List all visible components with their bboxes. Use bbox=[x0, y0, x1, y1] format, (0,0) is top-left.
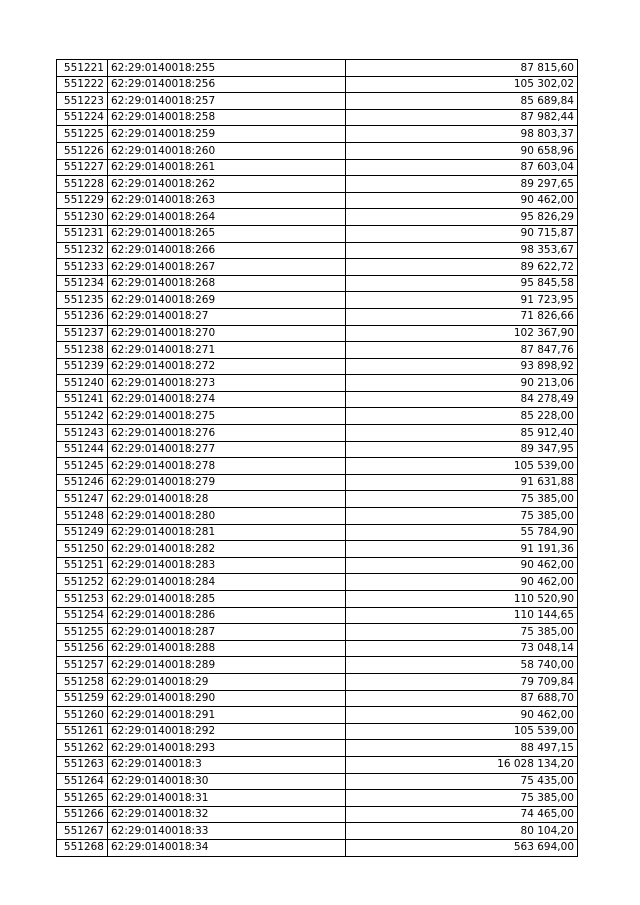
cadastral-value: 75 385,00 bbox=[346, 508, 578, 525]
row-number: 551253 bbox=[57, 591, 108, 608]
cadastral-number: 62:29:0140018:293 bbox=[108, 740, 346, 757]
table-row bbox=[57, 524, 578, 541]
cadastral-number: 62:29:0140018:290 bbox=[108, 690, 346, 707]
cadastral-number: 62:29:0140018:262 bbox=[108, 176, 346, 193]
cadastral-number: 62:29:0140018:282 bbox=[108, 541, 346, 558]
cadastral-value: 85 689,84 bbox=[346, 93, 578, 110]
cadastral-number: 62:29:0140018:33 bbox=[108, 823, 346, 840]
row-number: 551241 bbox=[57, 391, 108, 408]
cadastral-value: 95 826,29 bbox=[346, 209, 578, 226]
cadastral-value-table bbox=[56, 59, 578, 857]
cadastral-number: 62:29:0140018:289 bbox=[108, 657, 346, 674]
row-number: 551256 bbox=[57, 640, 108, 657]
table-row bbox=[57, 142, 578, 159]
row-number: 551260 bbox=[57, 707, 108, 724]
cadastral-value: 80 104,20 bbox=[346, 823, 578, 840]
row-number: 551227 bbox=[57, 159, 108, 176]
cadastral-number: 62:29:0140018:286 bbox=[108, 607, 346, 624]
table-row bbox=[57, 690, 578, 707]
row-number: 551234 bbox=[57, 275, 108, 292]
cadastral-value: 89 622,72 bbox=[346, 259, 578, 276]
table-row bbox=[57, 391, 578, 408]
row-number: 551242 bbox=[57, 408, 108, 425]
table-row bbox=[57, 60, 578, 77]
cadastral-number: 62:29:0140018:270 bbox=[108, 325, 346, 342]
cadastral-value: 84 278,49 bbox=[346, 391, 578, 408]
cadastral-number: 62:29:0140018:34 bbox=[108, 839, 346, 856]
row-number: 551229 bbox=[57, 192, 108, 209]
cadastral-value: 90 715,87 bbox=[346, 225, 578, 242]
cadastral-value: 87 847,76 bbox=[346, 342, 578, 359]
cadastral-value: 110 144,65 bbox=[346, 607, 578, 624]
row-number: 551246 bbox=[57, 474, 108, 491]
cadastral-value: 90 462,00 bbox=[346, 574, 578, 591]
table-row bbox=[57, 375, 578, 392]
cadastral-number: 62:29:0140018:261 bbox=[108, 159, 346, 176]
cadastral-value: 87 982,44 bbox=[346, 109, 578, 126]
table-row bbox=[57, 225, 578, 242]
row-number: 551228 bbox=[57, 176, 108, 193]
cadastral-value: 90 462,00 bbox=[346, 192, 578, 209]
cadastral-number: 62:29:0140018:272 bbox=[108, 358, 346, 375]
cadastral-number: 62:29:0140018:292 bbox=[108, 723, 346, 740]
cadastral-number: 62:29:0140018:3 bbox=[108, 756, 346, 773]
cadastral-value: 87 688,70 bbox=[346, 690, 578, 707]
cadastral-value: 75 435,00 bbox=[346, 773, 578, 790]
row-number: 551262 bbox=[57, 740, 108, 757]
cadastral-number: 62:29:0140018:285 bbox=[108, 591, 346, 608]
table-body bbox=[57, 60, 578, 857]
row-number: 551251 bbox=[57, 557, 108, 574]
table-row bbox=[57, 773, 578, 790]
cadastral-value: 91 723,95 bbox=[346, 292, 578, 309]
row-number: 551265 bbox=[57, 790, 108, 807]
cadastral-value: 110 520,90 bbox=[346, 591, 578, 608]
table-row bbox=[57, 474, 578, 491]
row-number: 551255 bbox=[57, 624, 108, 641]
table-row bbox=[57, 76, 578, 93]
table-row bbox=[57, 491, 578, 508]
cadastral-value: 102 367,90 bbox=[346, 325, 578, 342]
cadastral-number: 62:29:0140018:266 bbox=[108, 242, 346, 259]
cadastral-number: 62:29:0140018:284 bbox=[108, 574, 346, 591]
cadastral-number: 62:29:0140018:31 bbox=[108, 790, 346, 807]
cadastral-number: 62:29:0140018:28 bbox=[108, 491, 346, 508]
cadastral-number: 62:29:0140018:271 bbox=[108, 342, 346, 359]
row-number: 551239 bbox=[57, 358, 108, 375]
cadastral-value: 89 347,95 bbox=[346, 441, 578, 458]
row-number: 551252 bbox=[57, 574, 108, 591]
row-number: 551263 bbox=[57, 756, 108, 773]
cadastral-value: 90 213,06 bbox=[346, 375, 578, 392]
row-number: 551257 bbox=[57, 657, 108, 674]
cadastral-number: 62:29:0140018:287 bbox=[108, 624, 346, 641]
cadastral-number: 62:29:0140018:32 bbox=[108, 806, 346, 823]
row-number: 551230 bbox=[57, 209, 108, 226]
row-number: 551259 bbox=[57, 690, 108, 707]
cadastral-number: 62:29:0140018:277 bbox=[108, 441, 346, 458]
cadastral-number: 62:29:0140018:275 bbox=[108, 408, 346, 425]
table-row bbox=[57, 823, 578, 840]
cadastral-value: 73 048,14 bbox=[346, 640, 578, 657]
table-row bbox=[57, 209, 578, 226]
cadastral-value: 55 784,90 bbox=[346, 524, 578, 541]
cadastral-number: 62:29:0140018:260 bbox=[108, 142, 346, 159]
cadastral-number: 62:29:0140018:281 bbox=[108, 524, 346, 541]
row-number: 551243 bbox=[57, 425, 108, 442]
row-number: 551232 bbox=[57, 242, 108, 259]
cadastral-value: 71 826,66 bbox=[346, 308, 578, 325]
cadastral-number: 62:29:0140018:283 bbox=[108, 557, 346, 574]
table-row bbox=[57, 591, 578, 608]
table-row bbox=[57, 176, 578, 193]
table-row bbox=[57, 640, 578, 657]
cadastral-number: 62:29:0140018:29 bbox=[108, 673, 346, 690]
cadastral-value: 89 297,65 bbox=[346, 176, 578, 193]
table-row bbox=[57, 358, 578, 375]
cadastral-number: 62:29:0140018:265 bbox=[108, 225, 346, 242]
table-row bbox=[57, 292, 578, 309]
cadastral-value: 75 385,00 bbox=[346, 790, 578, 807]
table-row bbox=[57, 192, 578, 209]
row-number: 551221 bbox=[57, 60, 108, 77]
table-row bbox=[57, 574, 578, 591]
cadastral-number: 62:29:0140018:267 bbox=[108, 259, 346, 276]
table-row bbox=[57, 308, 578, 325]
table-row bbox=[57, 93, 578, 110]
cadastral-number: 62:29:0140018:291 bbox=[108, 707, 346, 724]
cadastral-number: 62:29:0140018:273 bbox=[108, 375, 346, 392]
table-row bbox=[57, 458, 578, 475]
cadastral-value: 85 228,00 bbox=[346, 408, 578, 425]
row-number: 551222 bbox=[57, 76, 108, 93]
cadastral-value: 563 694,00 bbox=[346, 839, 578, 856]
table-row bbox=[57, 790, 578, 807]
cadastral-value: 91 191,36 bbox=[346, 541, 578, 558]
row-number: 551237 bbox=[57, 325, 108, 342]
table-row bbox=[57, 707, 578, 724]
cadastral-value: 98 803,37 bbox=[346, 126, 578, 143]
cadastral-value: 95 845,58 bbox=[346, 275, 578, 292]
cadastral-number: 62:29:0140018:257 bbox=[108, 93, 346, 110]
row-number: 551231 bbox=[57, 225, 108, 242]
table-row bbox=[57, 657, 578, 674]
row-number: 551225 bbox=[57, 126, 108, 143]
table-row bbox=[57, 557, 578, 574]
row-number: 551266 bbox=[57, 806, 108, 823]
table-row bbox=[57, 325, 578, 342]
cadastral-number: 62:29:0140018:263 bbox=[108, 192, 346, 209]
table-row bbox=[57, 624, 578, 641]
row-number: 551244 bbox=[57, 441, 108, 458]
table-row bbox=[57, 425, 578, 442]
table-row bbox=[57, 756, 578, 773]
cadastral-value: 75 385,00 bbox=[346, 491, 578, 508]
row-number: 551224 bbox=[57, 109, 108, 126]
row-number: 551250 bbox=[57, 541, 108, 558]
cadastral-value: 74 465,00 bbox=[346, 806, 578, 823]
cadastral-value: 90 462,00 bbox=[346, 557, 578, 574]
table-row bbox=[57, 126, 578, 143]
table-row bbox=[57, 441, 578, 458]
cadastral-number: 62:29:0140018:27 bbox=[108, 308, 346, 325]
row-number: 551254 bbox=[57, 607, 108, 624]
cadastral-value: 98 353,67 bbox=[346, 242, 578, 259]
row-number: 551264 bbox=[57, 773, 108, 790]
cadastral-value: 87 815,60 bbox=[346, 60, 578, 77]
row-number: 551258 bbox=[57, 673, 108, 690]
table-row bbox=[57, 159, 578, 176]
table-row bbox=[57, 541, 578, 558]
table-row bbox=[57, 242, 578, 259]
row-number: 551261 bbox=[57, 723, 108, 740]
row-number: 551226 bbox=[57, 142, 108, 159]
table-row bbox=[57, 839, 578, 856]
table-row bbox=[57, 673, 578, 690]
cadastral-number: 62:29:0140018:276 bbox=[108, 425, 346, 442]
cadastral-number: 62:29:0140018:256 bbox=[108, 76, 346, 93]
cadastral-value: 88 497,15 bbox=[346, 740, 578, 757]
cadastral-value: 90 462,00 bbox=[346, 707, 578, 724]
row-number: 551248 bbox=[57, 508, 108, 525]
table-row bbox=[57, 109, 578, 126]
table-row bbox=[57, 740, 578, 757]
cadastral-value: 58 740,00 bbox=[346, 657, 578, 674]
row-number: 551268 bbox=[57, 839, 108, 856]
row-number: 551223 bbox=[57, 93, 108, 110]
row-number: 551238 bbox=[57, 342, 108, 359]
table-row bbox=[57, 806, 578, 823]
cadastral-number: 62:29:0140018:258 bbox=[108, 109, 346, 126]
row-number: 551249 bbox=[57, 524, 108, 541]
cadastral-number: 62:29:0140018:268 bbox=[108, 275, 346, 292]
cadastral-value: 87 603,04 bbox=[346, 159, 578, 176]
table-row bbox=[57, 607, 578, 624]
cadastral-value: 90 658,96 bbox=[346, 142, 578, 159]
cadastral-value: 16 028 134,20 bbox=[346, 756, 578, 773]
table-row bbox=[57, 408, 578, 425]
cadastral-value: 93 898,92 bbox=[346, 358, 578, 375]
row-number: 551236 bbox=[57, 308, 108, 325]
row-number: 551247 bbox=[57, 491, 108, 508]
cadastral-value: 105 302,02 bbox=[346, 76, 578, 93]
cadastral-number: 62:29:0140018:288 bbox=[108, 640, 346, 657]
cadastral-number: 62:29:0140018:264 bbox=[108, 209, 346, 226]
row-number: 551245 bbox=[57, 458, 108, 475]
cadastral-number: 62:29:0140018:269 bbox=[108, 292, 346, 309]
table-row bbox=[57, 259, 578, 276]
cadastral-number: 62:29:0140018:274 bbox=[108, 391, 346, 408]
table-row bbox=[57, 723, 578, 740]
cadastral-number: 62:29:0140018:30 bbox=[108, 773, 346, 790]
table-row bbox=[57, 342, 578, 359]
cadastral-number: 62:29:0140018:259 bbox=[108, 126, 346, 143]
row-number: 551233 bbox=[57, 259, 108, 276]
cadastral-number: 62:29:0140018:280 bbox=[108, 508, 346, 525]
cadastral-value: 75 385,00 bbox=[346, 624, 578, 641]
row-number: 551240 bbox=[57, 375, 108, 392]
cadastral-value: 79 709,84 bbox=[346, 673, 578, 690]
cadastral-value: 105 539,00 bbox=[346, 723, 578, 740]
row-number: 551267 bbox=[57, 823, 108, 840]
cadastral-number: 62:29:0140018:278 bbox=[108, 458, 346, 475]
cadastral-value: 91 631,88 bbox=[346, 474, 578, 491]
table-row bbox=[57, 508, 578, 525]
cadastral-value: 85 912,40 bbox=[346, 425, 578, 442]
cadastral-value: 105 539,00 bbox=[346, 458, 578, 475]
cadastral-number: 62:29:0140018:255 bbox=[108, 60, 346, 77]
cadastral-number: 62:29:0140018:279 bbox=[108, 474, 346, 491]
row-number: 551235 bbox=[57, 292, 108, 309]
table-row bbox=[57, 275, 578, 292]
